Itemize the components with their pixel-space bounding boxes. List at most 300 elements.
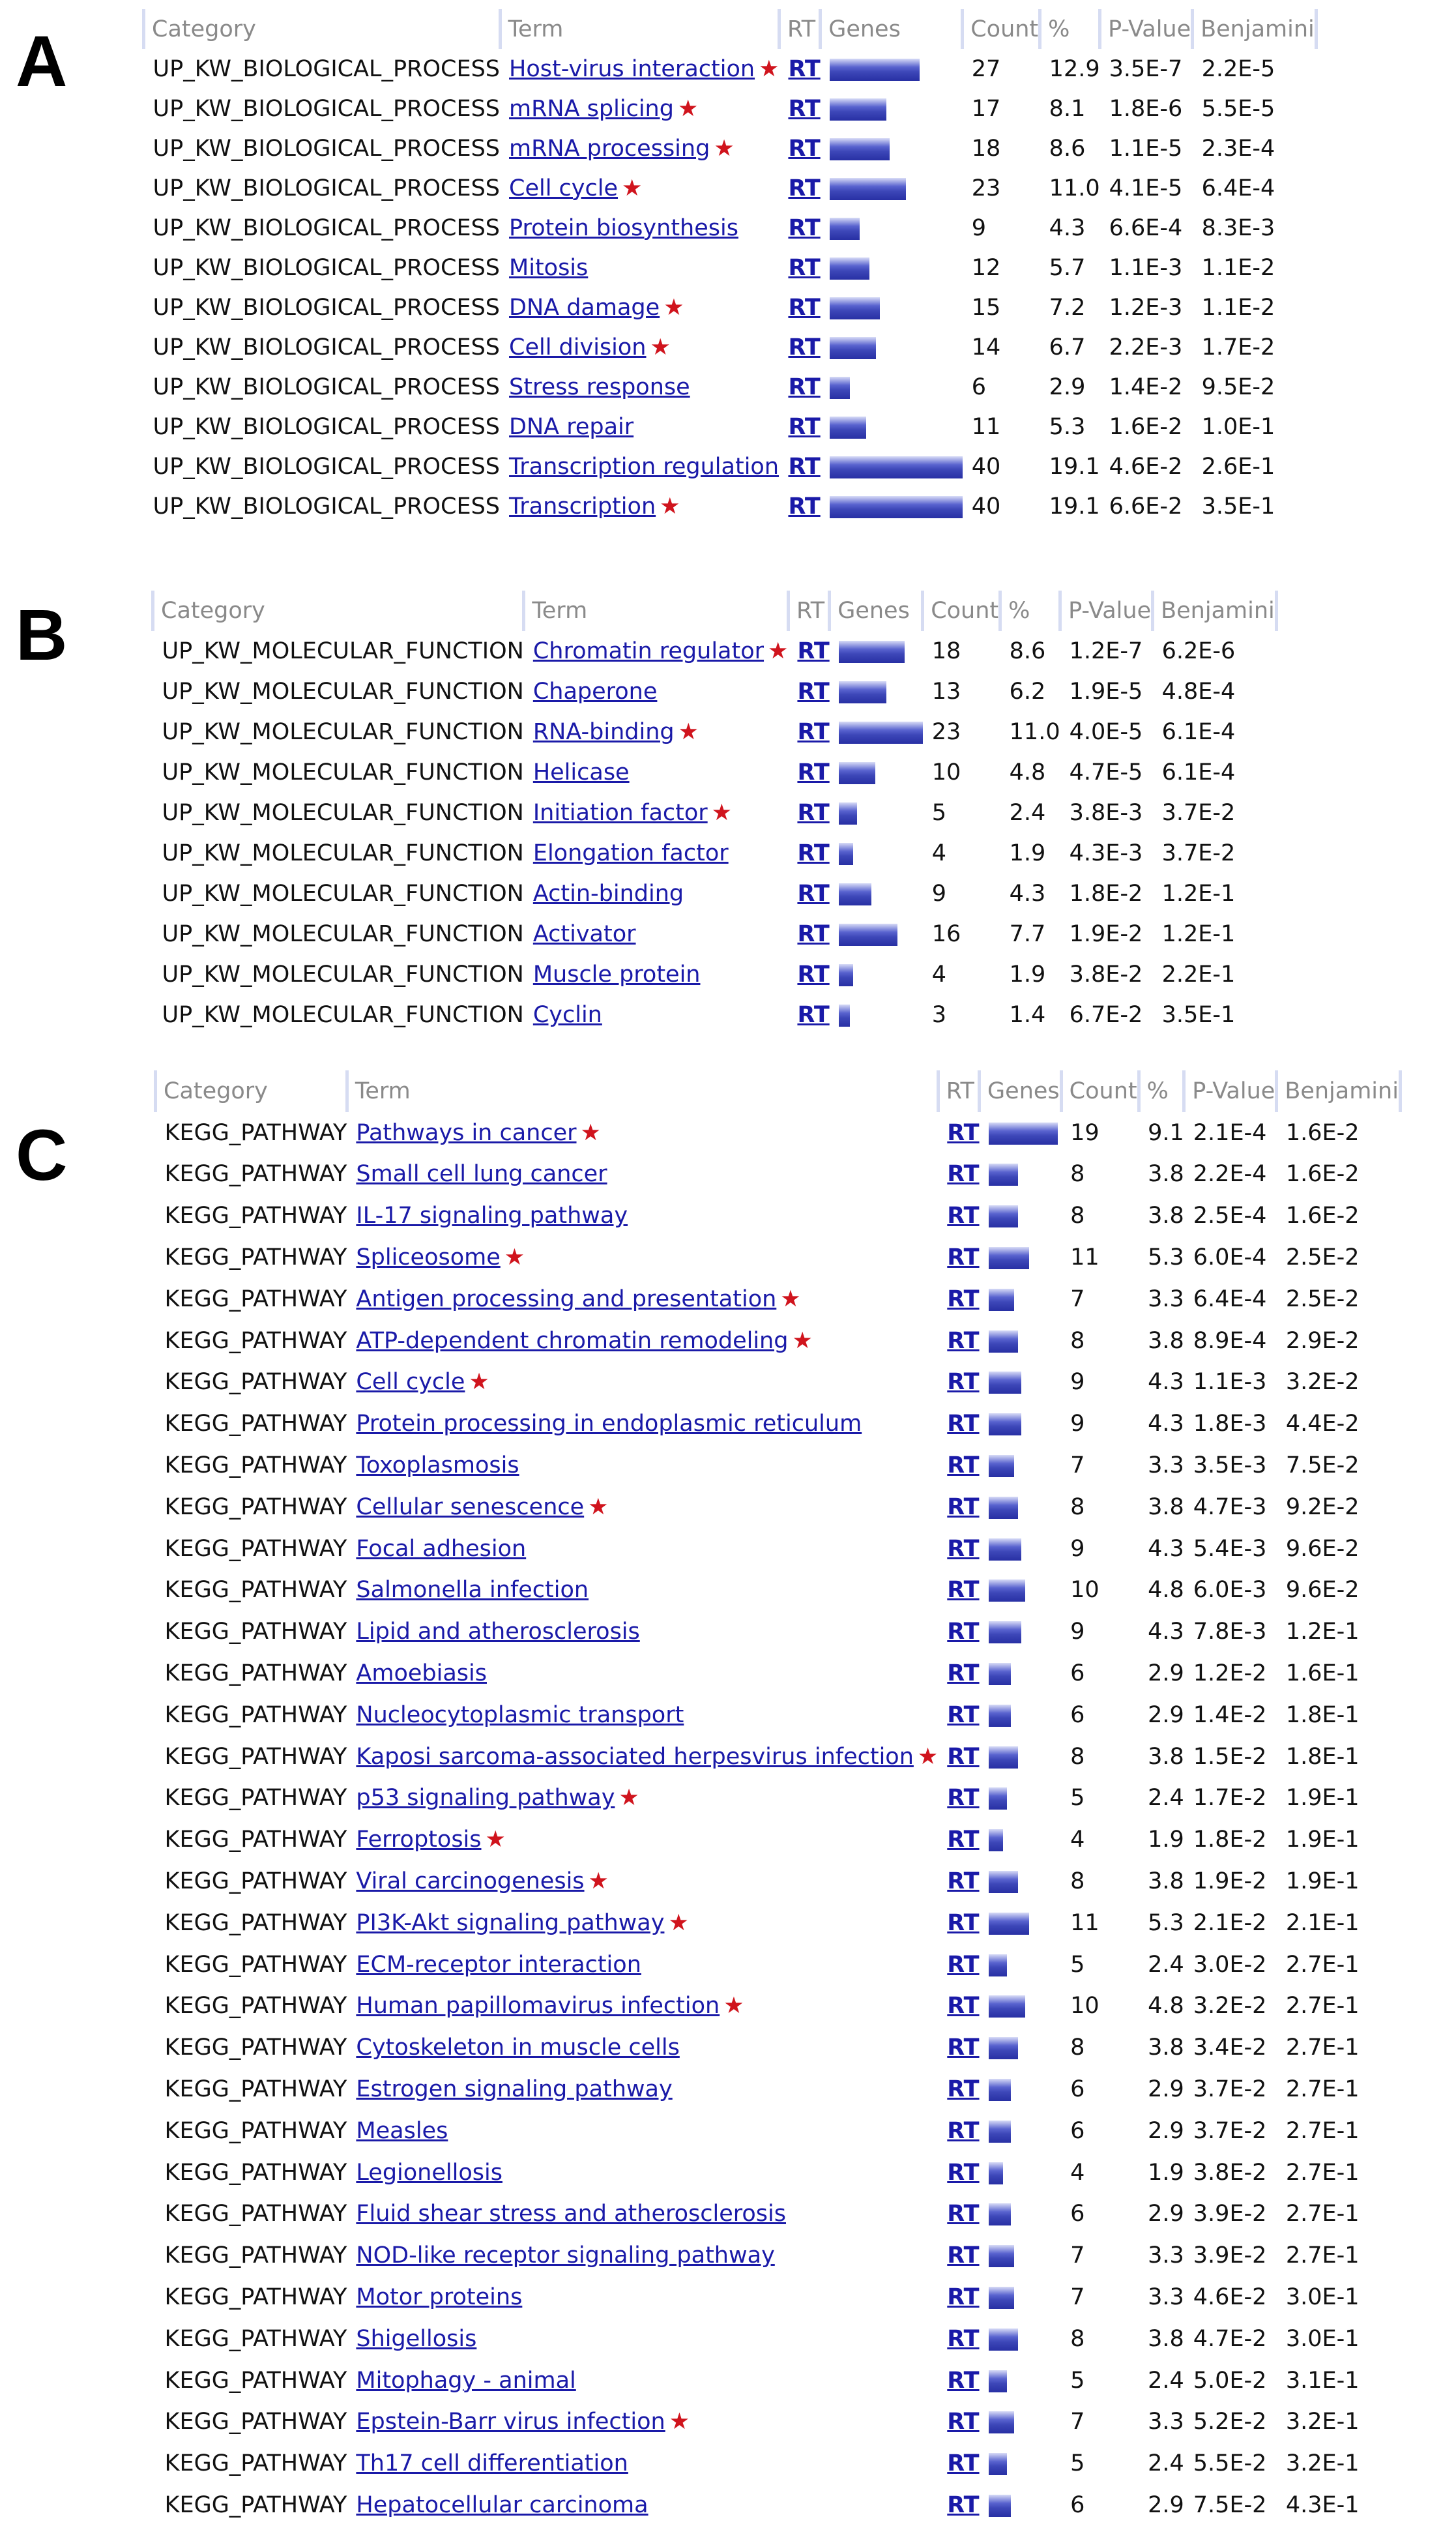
rt-link[interactable]: RT [788,175,821,201]
enrichment-table [154,1070,1402,2526]
header-percent[interactable]: % [1000,591,1060,631]
rt-cell [938,2194,979,2235]
term-link[interactable]: Measles [356,2117,448,2144]
term-link[interactable]: Activator [532,921,636,947]
term-cell [347,1860,938,1902]
term-link[interactable]: mRNA splicing [509,95,674,122]
p-value-cell: 3.8E-2 [1193,2159,1267,2186]
term-link[interactable]: Cell division [509,334,647,360]
term-link[interactable]: Cytoskeleton in muscle cells [356,2034,680,2061]
genes-bar[interactable] [989,1413,1021,1435]
term-link[interactable]: Cell cycle [356,1369,465,1396]
term-link[interactable]: mRNA processing [509,135,710,162]
benjamini-cell: 1.2E-1 [1285,1619,1360,1645]
genes-bar[interactable] [989,1995,1025,2018]
rt-link[interactable]: RT [797,679,830,705]
term-link[interactable]: Nucleocytoplasmic transport [356,1701,684,1728]
genes-bar[interactable] [830,59,920,81]
genes-bar[interactable] [989,2411,1014,2433]
rt-link[interactable]: RT [788,374,821,400]
header-count[interactable]: Count [1061,1070,1139,1112]
term-link[interactable]: Lipid and atherosclerosis [356,1619,640,1645]
rt-cell [779,367,820,407]
term-link[interactable]: Human papillomavirus infection [356,1993,720,2019]
rt-link[interactable]: RT [797,881,830,907]
header-rt[interactable]: RT [788,591,829,631]
term-link[interactable]: Mitophagy - animal [356,2367,576,2394]
term-link[interactable]: Fluid shear stress and atherosclerosis [356,2201,786,2227]
rt-link[interactable]: RT [788,453,821,480]
term-link[interactable]: Stress response [509,374,690,400]
header-percent[interactable]: % [1040,9,1100,49]
rt-link[interactable]: RT [947,1577,980,1604]
rt-cell [779,486,820,526]
rt-link[interactable]: RT [947,2367,980,2394]
rt-link[interactable]: RT [947,1203,980,1229]
percent-cell: 8.1 [1049,95,1086,122]
genes-bar[interactable] [989,1330,1018,1353]
term-link[interactable]: Initiation factor [532,800,708,826]
rt-link[interactable]: RT [788,55,821,82]
category-cell: KEGG_PATHWAY [164,2034,347,2061]
table-row [153,914,1277,954]
term-cell [347,1195,938,1237]
table-row [156,1278,1401,1320]
table-row [156,1778,1401,1819]
rt-cell [788,833,829,874]
star-icon: ★ [469,1369,489,1396]
genes-bar[interactable] [989,1247,1029,1269]
category-cell: KEGG_PATHWAY [164,1951,347,1978]
rt-link[interactable]: RT [947,1951,980,1978]
count-cell: 14 [971,334,1001,360]
genes-cell [980,2110,1062,2152]
term-link[interactable]: Ferroptosis [356,1827,482,1853]
genes-bar[interactable] [989,2328,1018,2351]
term-link[interactable]: Cyclin [532,1002,602,1028]
header-count[interactable]: Count [923,591,1000,631]
header-benjamini[interactable]: Benjamini [1277,1070,1401,1112]
genes-cell [980,1860,1062,1902]
table-row [156,2443,1401,2484]
genes-bar[interactable] [989,2495,1011,2517]
rt-link[interactable]: RT [788,413,821,440]
genes-bar[interactable] [830,337,876,359]
rt-link[interactable]: RT [788,254,821,281]
percent-cell: 2.9 [1049,374,1086,400]
genes-bar[interactable] [989,2079,1011,2101]
table-row [153,631,1277,671]
header-term[interactable]: Term [347,1070,938,1112]
header-benjamini[interactable]: Benjamini [1153,591,1277,631]
rt-cell [938,1362,979,1403]
rt-link[interactable]: RT [947,2450,980,2477]
benjamini-cell: 2.7E-1 [1285,1993,1360,2019]
rt-link[interactable]: RT [947,1285,980,1312]
percent-cell: 19.1 [1049,493,1100,520]
genes-bar[interactable] [830,417,866,439]
star-icon: ★ [588,1868,609,1895]
rt-cell [938,1403,979,1445]
percent-cell: 2.4 [1148,1785,1184,1812]
count-cell: 7 [1070,2284,1085,2310]
rt-link[interactable]: RT [788,214,821,241]
term-link[interactable]: IL-17 signaling pathway [356,1203,628,1229]
rt-cell [788,995,829,1035]
term-link[interactable]: Antigen processing and presentation [356,1285,777,1312]
genes-bar[interactable] [989,2453,1007,2475]
rt-link[interactable]: RT [788,493,821,520]
count-cell: 9 [971,214,986,241]
percent-cell: 3.8 [1148,1161,1184,1188]
count-cell: 8 [1070,1203,1085,1229]
term-link[interactable]: Shigellosis [356,2325,477,2352]
rt-link[interactable]: RT [947,1868,980,1895]
benjamini-cell: 1.7E-2 [1201,334,1275,360]
percent-cell: 4.8 [1009,759,1046,786]
benjamini-cell: 3.0E-1 [1285,2325,1360,2352]
term-link[interactable]: Toxoplasmosis [356,1452,519,1479]
term-cell [347,1362,938,1403]
term-link[interactable]: NOD-like receptor signaling pathway [356,2242,775,2269]
rt-cell [938,1237,979,1278]
genes-cell [821,128,963,168]
term-link[interactable]: Helicase [532,759,630,786]
genes-bar[interactable] [830,98,886,121]
rt-link[interactable]: RT [947,1993,980,2019]
rt-link[interactable]: RT [947,2034,980,2061]
benjamini-cell: 3.0E-1 [1285,2284,1360,2310]
genes-cell [821,89,963,128]
genes-bar[interactable] [989,2245,1014,2267]
count-cell: 11 [1070,1244,1099,1271]
header-term[interactable]: Term [500,9,779,49]
genes-bar[interactable] [839,843,853,865]
rt-cell [938,1694,979,1736]
genes-bar[interactable] [839,883,871,905]
genes-bar[interactable] [989,1497,1018,1519]
term-cell [524,833,789,874]
term-link[interactable]: Salmonella infection [356,1577,589,1604]
percent-cell: 4.3 [1148,1369,1184,1396]
term-link[interactable]: Viral carcinogenesis [356,1868,585,1895]
p-value-cell: 1.2E-3 [1109,294,1183,321]
genes-bar[interactable] [989,1746,1018,1769]
benjamini-cell: 2.3E-4 [1201,135,1275,162]
rt-link[interactable]: RT [947,1535,980,1562]
rt-link[interactable]: RT [947,1827,980,1853]
rt-link[interactable]: RT [788,334,821,360]
star-icon: ★ [660,493,680,520]
header-category[interactable]: Category [156,1070,347,1112]
genes-bar[interactable] [989,2121,1011,2143]
benjamini-cell: 1.2E-1 [1161,921,1236,947]
count-cell: 5 [1070,1785,1085,1812]
term-link[interactable]: Chromatin regulator [532,638,764,664]
genes-bar[interactable] [989,1621,1021,1643]
term-cell [347,1486,938,1528]
rt-link[interactable]: RT [797,1002,830,1028]
rt-cell [938,2068,979,2110]
benjamini-cell: 1.1E-2 [1201,254,1275,281]
rt-link[interactable]: RT [947,1909,980,1936]
header-p-value[interactable]: P-Value [1184,1070,1277,1112]
term-link[interactable]: Motor proteins [356,2284,523,2310]
term-link[interactable]: Mitosis [509,254,589,281]
header-genes[interactable]: Genes [980,1070,1062,1112]
rt-link[interactable]: RT [947,1452,980,1479]
percent-cell: 2.9 [1148,1701,1184,1728]
header-percent[interactable]: % [1139,1070,1184,1112]
term-link[interactable]: PI3K-Akt signaling pathway [356,1909,665,1936]
rt-link[interactable]: RT [947,1619,980,1645]
header-genes[interactable]: Genes [821,9,963,49]
rt-link[interactable]: RT [788,135,821,162]
genes-cell [980,2443,1062,2484]
genes-bar[interactable] [989,1455,1014,1477]
genes-bar[interactable] [989,1538,1021,1561]
term-cell [347,2360,938,2401]
term-link[interactable]: Amoebiasis [356,1660,487,1687]
genes-bar[interactable] [989,1289,1014,1311]
term-link[interactable]: Focal adhesion [356,1535,527,1562]
count-cell: 10 [1070,1577,1099,1604]
genes-cell [830,954,923,995]
genes-bar[interactable] [989,1372,1021,1394]
rt-link[interactable]: RT [797,962,830,988]
genes-bar[interactable] [830,456,963,478]
genes-bar[interactable] [830,178,906,200]
benjamini-cell: 1.8E-1 [1285,1701,1360,1728]
category-cell: KEGG_PATHWAY [164,1535,347,1562]
category-cell: KEGG_PATHWAY [164,1161,347,1188]
term-link[interactable]: Host-virus interaction [509,55,755,82]
header-category[interactable]: Category [144,9,501,49]
genes-bar[interactable] [830,377,850,399]
rt-link[interactable]: RT [797,759,830,786]
category-cell: KEGG_PATHWAY [164,1619,347,1645]
rt-link[interactable]: RT [947,2159,980,2186]
rt-link[interactable]: RT [947,1701,980,1728]
genes-bar[interactable] [989,1787,1007,1810]
header-count[interactable]: Count [963,9,1040,49]
header-category[interactable]: Category [153,591,524,631]
term-link[interactable]: Epstein-Barr virus infection [356,2409,665,2435]
term-link[interactable]: p53 signaling pathway [356,1785,615,1812]
star-icon: ★ [714,135,735,162]
term-link[interactable]: Actin-binding [532,881,684,907]
genes-bar[interactable] [830,257,869,280]
term-cell [347,1154,938,1196]
genes-bar[interactable] [989,1954,1007,1976]
rt-link[interactable]: RT [947,2409,980,2435]
term-cell [347,1112,938,1154]
term-link[interactable]: Cellular senescence [356,1493,585,1520]
term-link[interactable]: Estrogen signaling pathway [356,2076,673,2103]
genes-bar[interactable] [989,2037,1018,2059]
genes-bar[interactable] [989,2162,1003,2184]
category-cell: KEGG_PATHWAY [164,2491,347,2518]
genes-bar[interactable] [839,762,875,784]
rt-link[interactable]: RT [947,2491,980,2518]
term-link[interactable]: Cell cycle [509,175,619,201]
percent-cell: 2.9 [1148,2076,1184,2103]
rt-link[interactable]: RT [947,1493,980,1520]
term-cell [524,631,789,671]
genes-bar[interactable] [989,2287,1014,2309]
genes-bar[interactable] [839,681,886,703]
term-cell [500,49,779,89]
term-link[interactable]: Protein processing in endoplasmic reticulum [356,1411,862,1437]
header-genes[interactable]: Genes [830,591,923,631]
genes-bar[interactable] [989,1829,1003,1851]
rt-link[interactable]: RT [947,1785,980,1812]
p-value-cell: 5.5E-2 [1193,2450,1267,2477]
count-cell: 7 [1070,2242,1085,2269]
genes-bar[interactable] [830,138,890,160]
header-p-value[interactable]: P-Value [1060,591,1153,631]
benjamini-cell: 2.2E-5 [1201,55,1275,82]
genes-bar[interactable] [839,641,905,663]
genes-cell [830,712,923,752]
term-link[interactable]: DNA damage [509,294,660,321]
genes-bar[interactable] [839,802,857,825]
percent-cell: 3.8 [1148,1327,1184,1354]
count-cell: 23 [971,175,1001,201]
genes-cell [980,2401,1062,2443]
rt-link[interactable]: RT [947,1327,980,1354]
genes-cell [821,248,963,287]
rt-link[interactable]: RT [947,1660,980,1687]
term-link[interactable]: Hepatocellular carcinoma [356,2491,648,2518]
genes-bar[interactable] [989,1205,1018,1227]
category-cell: UP_KW_BIOLOGICAL_PROCESS [153,294,501,321]
rt-link[interactable]: RT [788,294,821,321]
genes-bar[interactable] [839,722,923,744]
genes-cell [980,1944,1062,1986]
rt-link[interactable]: RT [797,638,830,664]
percent-cell: 19.1 [1049,453,1100,480]
term-link[interactable]: Protein biosynthesis [509,214,738,241]
rt-link[interactable]: RT [947,1244,980,1271]
term-link[interactable]: DNA repair [509,413,634,440]
genes-bar[interactable] [989,1579,1025,1602]
star-icon: ★ [677,95,699,122]
genes-bar[interactable] [989,1913,1029,1935]
rt-link[interactable]: RT [947,2201,980,2227]
rt-link[interactable]: RT [797,921,830,947]
genes-bar[interactable] [830,218,860,240]
table-row [153,793,1277,833]
genes-bar[interactable] [830,297,880,319]
genes-cell [980,1112,1062,1154]
header-term[interactable]: Term [524,591,789,631]
genes-cell [980,2318,1062,2360]
count-cell: 7 [1070,2409,1085,2435]
genes-cell [980,1736,1062,1778]
rt-cell [938,1819,979,1860]
rt-link[interactable]: RT [947,1411,980,1437]
term-link[interactable]: ATP-dependent chromatin remodeling [356,1327,789,1354]
table-row [144,327,1317,367]
table-row [156,2401,1401,2443]
term-link[interactable]: Spliceosome [356,1244,501,1271]
genes-bar[interactable] [989,1663,1011,1685]
header-benjamini[interactable]: Benjamini [1193,9,1317,49]
rt-link[interactable]: RT [947,2242,980,2269]
term-link[interactable]: Transcription regulation [509,453,779,480]
star-icon: ★ [669,2409,690,2435]
genes-bar[interactable] [989,1705,1011,1727]
genes-bar[interactable] [839,1005,850,1027]
rt-link[interactable]: RT [947,2284,980,2310]
term-cell [347,1902,938,1944]
term-cell [347,1237,938,1278]
count-cell: 23 [931,719,961,745]
category-cell: UP_KW_BIOLOGICAL_PROCESS [153,413,501,440]
term-link[interactable]: Transcription [509,493,656,520]
rt-cell [938,2484,979,2526]
category-cell: KEGG_PATHWAY [164,2159,347,2186]
star-icon: ★ [504,1244,525,1271]
rt-link[interactable]: RT [947,2117,980,2144]
genes-bar[interactable] [989,1123,1058,1145]
term-link[interactable]: Small cell lung cancer [356,1161,607,1188]
genes-bar[interactable] [989,2370,1007,2392]
rt-link[interactable]: RT [947,1743,980,1770]
rt-link[interactable]: RT [788,95,821,122]
term-link[interactable]: RNA-binding [532,719,675,745]
rt-link[interactable]: RT [947,1161,980,1188]
term-link[interactable]: Chaperone [532,679,658,705]
table-row [156,1486,1401,1528]
term-link[interactable]: Elongation factor [532,840,729,866]
rt-cell [788,793,829,833]
term-link[interactable]: Legionellosis [356,2159,502,2186]
genes-bar[interactable] [989,2203,1011,2225]
rt-link[interactable]: RT [947,1369,980,1396]
rt-link[interactable]: RT [797,840,830,866]
category-cell: KEGG_PATHWAY [164,2242,347,2269]
count-cell: 10 [931,759,961,786]
rt-link[interactable]: RT [797,800,830,826]
header-rt[interactable]: RT [779,9,820,49]
genes-bar[interactable] [989,1164,1018,1186]
term-link[interactable]: Pathways in cancer [356,1119,577,1146]
genes-bar[interactable] [839,964,853,986]
rt-cell [779,248,820,287]
rt-link[interactable]: RT [797,719,830,745]
rt-link[interactable]: RT [947,2325,980,2352]
percent-cell: 3.3 [1148,1285,1184,1312]
term-link[interactable]: Kaposi sarcoma-associated herpesvirus infection [356,1743,914,1770]
percent-cell: 4.8 [1148,1577,1184,1604]
header-p-value[interactable]: P-Value [1100,9,1193,49]
table-row [156,1611,1401,1652]
benjamini-cell: 2.7E-1 [1285,2201,1360,2227]
header-rt[interactable]: RT [938,1070,979,1112]
term-link[interactable]: Muscle protein [532,962,701,988]
genes-bar[interactable] [839,924,897,946]
genes-cell [830,752,923,793]
genes-cell [980,2484,1062,2526]
term-link[interactable]: Th17 cell differentiation [356,2450,628,2477]
rt-link[interactable]: RT [947,1119,980,1146]
genes-bar[interactable] [989,1871,1018,1893]
genes-bar[interactable] [830,496,963,518]
term-link[interactable]: ECM-receptor interaction [356,1951,641,1978]
rt-link[interactable]: RT [947,2076,980,2103]
